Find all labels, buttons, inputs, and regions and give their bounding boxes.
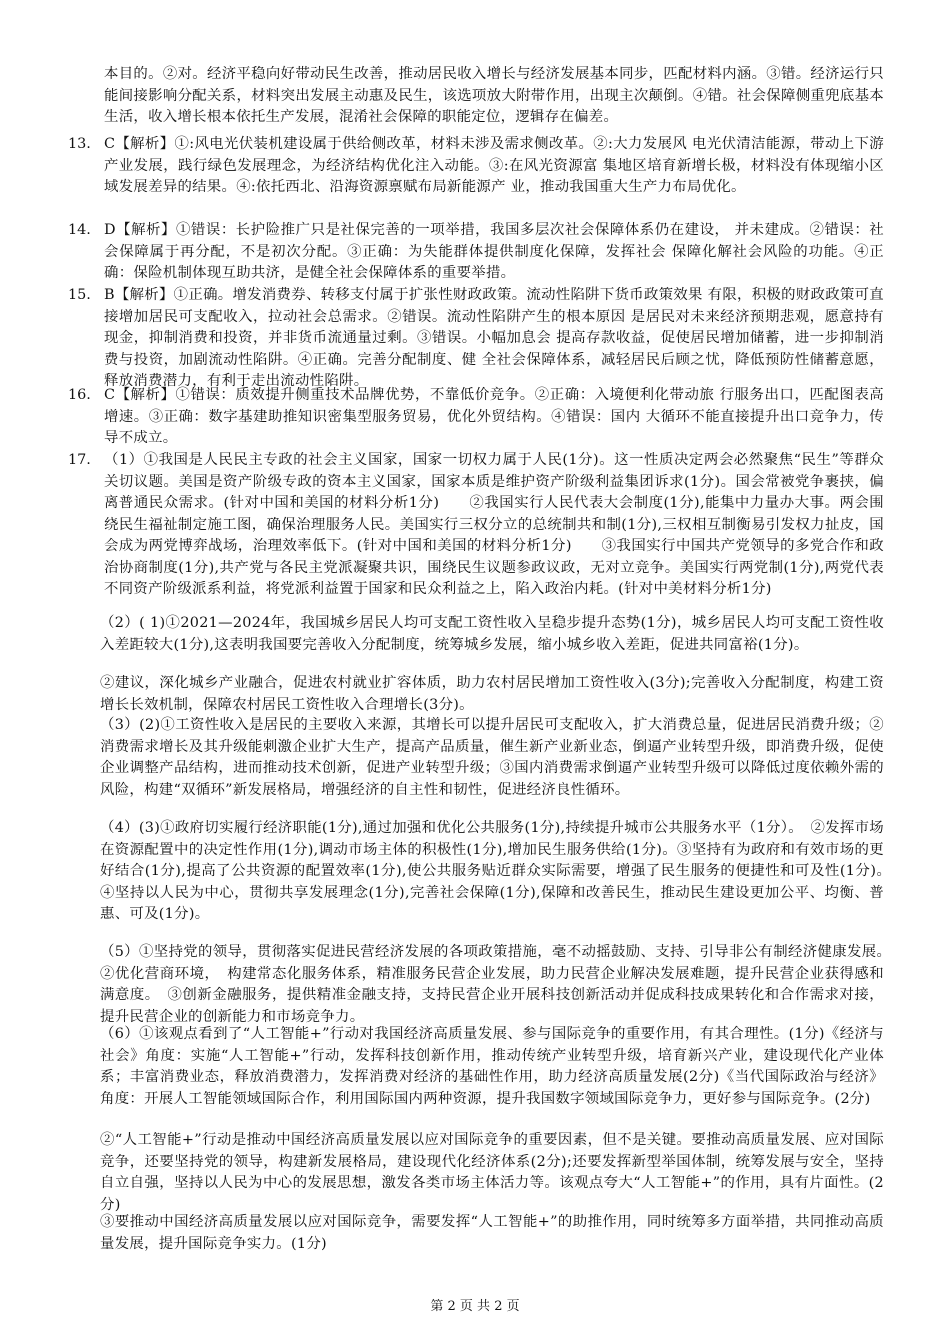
answer-text: C【解析】①错误：质效提升侧重技术品牌优势，不靠低价竞争。②正确：入境便利化带动旅 行服务出口，匹配图表高增速。③正确：数字基建助推知识密集型服务贸易，优化外贸结构。④错误：国内 大循环不能直接提升出口竞争力，传导不成立。 (104, 387, 884, 446)
answer-text: D【解析】①错误：长护险推广只是社保完善的一项举措，我国多层次社会保障体系仍在建设， 并未建成。②错误：社会保障属于再分配，不是初次分配。③正确：为失能群体提供制度化保障，发挥社会 保障化解社会风险的功能。④正确：保险机制体现互助共济，是健全社会保障体系的重要举措。 (104, 222, 884, 281)
answer-17-part6c: ③要推动中国经济高质量发展以应对国际竞争，需要发挥“人工智能+”的助推作用，同时统筹多方面举措，共同推动高质量发展，提升国际竞争实力。(1分) (100, 1214, 884, 1252)
intro-paragraph: 本目的。②对。经济平稳向好带动民生改善，推动居民收入增长与经济发展基本同步，匹配材料内涵。③错。经济运行只能间接影响分配关系，材料突出发展主动惠及民生，该选项放大附带作用，出现主次颠倒。④错。社会保障侧重兜底基本生活，收入增长根本依托生产发展，混淆社会保障的职能定位，逻辑存在偏差。 (104, 66, 884, 125)
answer-17-part4: （4）(3)①政府切实履行经济职能(1分),通过加强和优化公共服务(1分),持续提升城市公共服务水平（1分）。 ②发挥市场在资源配置中的决定性作用(1分),调动市场主体的积极性(1分),增加民生服务供给(1分)。③坚持有为政府和有效市场的更好结合(1分),提高了公共资源的配置效率(1分),使公共服务贴近群众实际需要，增强了民生服务的便捷性和可及性(1分)。 ④坚持以人民为中心，贯彻共享发展理念(1分),完善社会保障(1分),保障和改善民生，推动民生建设更加公平、均衡、普惠、可及(1分)。 (100, 820, 899, 922)
answer-17-part5: （5）①坚持党的领导，贯彻落实促进民营经济发展的各项政策措施，毫不动摇鼓励、支持、引导非公有制经济健康发展。 ②优化营商环境， 构建常态化服务体系，精准服务民营企业发展，助力民营企业解决发展难题，提升民营企业获得感和满意度。 ③创新金融服务，提供精准金融支持，支持民营企业开展科技创新活动并促成科技成果转化和合作需求对接，提升民营企业的创新能力和市场竞争力。 (100, 944, 899, 1025)
answer-16 (68, 385, 884, 450)
answer-text: B【解析】①正确。增发消费券、转移支付属于扩张性财政政策。流动性陷阱下货币政策效果 有限，积极的财政政策可直接增加居民可支配收入，拉动社会总需求。②错误。流动性陷阱产生的根本原因 是居民对未来经济预期悲观，愿意持有现金，抑制消费和投资，并非货币流通量过剩。③错误。小幅加息会 提高存款收益，促使居民增加储蓄，进一步抑制消费与投资，加剧流动性陷阱。④正确。完善分配制度、健 全社会保障体系，减轻居民后顾之忧，降低预防性储蓄意愿，释放消费潜力，有利于走出流动性陷阱。 (104, 287, 884, 389)
question-number: 15. (68, 287, 91, 303)
answer-13 (68, 134, 884, 199)
answer-17-part1 (68, 450, 884, 601)
answer-17-part2a: （2）( 1)①2021—2024年，我国城乡居民人均可支配工资性收入呈稳步提升态势(1分)，城乡居民人均可支配工资性收入差距较大(1分),这表明我国要完善收入分配制度，统筹城乡发展，缩小城乡收入差距，促进共同富裕(1分)。 (100, 615, 884, 653)
answer-text: C【解析】①:风电光伏装机建设属于供给侧改革，材料未涉及需求侧改革。②:大力发展风 电光伏清洁能源，带动上下游产业发展，践行绿色发展理念，为经济结构优化注入动能。③:在风光资源富 集地区培育新增长极，材料没有体现缩小区域发展差异的结果。④:依托西北、沿海资源禀赋布局新能源产 业，推动我国重大生产力布局优化。 (104, 136, 884, 195)
question-number: 17. (68, 452, 91, 468)
answer-17-part3: （3）(2)①工资性收入是居民的主要收入来源，其增长可以提升居民可支配收入，扩大消费总量，促进居民消费升级；②消费需求增长及其升级能刺激企业扩大生产，提高产品质量，催生新产业新业态，倒逼产业转型升级，即消费升级，促使企业调整产品结构，进而推动技术创新，促进产业转型升级；③国内消费需求倒逼产业转型升级可以降低过度依赖外需的风险，构建“双循环”新发展格局，增强经济的自主性和韧性，促进经济良性循环。 (100, 717, 884, 798)
answer-17-part6a: （6）①该观点看到了“人工智能+”行动对我国经济高质量发展、参与国际竞争的重要作用，有其合理性。(1分)《经济与社会》角度：实施“人工智能+”行动，发挥科技创新作用，推动传统产业转型升级，培育新兴产业，建设现代化产业体系；丰富消费业态，释放消费潜力，发挥消费对经济的基础性作用，助力经济高质量发展(2分)《当代国际政治与经济》角度：开展人工智能领域国际合作，利用国际国内两种资源，提升我国数字领域国际竞争力，更好参与国际竞争。(2分) (100, 1026, 884, 1107)
question-number: 16. (68, 387, 91, 403)
answer-17-part2b: ②建议，深化城乡产业融合，促进农村就业扩容体质，助力农村居民增加工资性收入(3分);完善收入分配制度，构建工资增长长效机制，保障农村居民工资性收入合理增长(3分)。 (100, 675, 884, 713)
answer-text: （1）①我国是人民民主专政的社会主义国家，国家一切权力属于人民(1分)。这一性质决定两会必然聚焦“民生”等群众关切议题。美国是资产阶级专政的资本主义国家，国家本质是维护资产阶级利益集团诉求(1分)。国会常被党争裹挟，偏离普通民众需求。(针对中国和美国的材料分析1分) ②我国实行人民代表大会制度(1分),能集中力量办大事。两会围绕民生福祉制定施工图，确保治理服务人民。美国实行三权分立的总统制共和制(1分),三权相互制衡易引发权力扯皮，国会成为两党博弈战场，治理效率低下。(针对中国和美国的材料分析1分) ③我国实行中国共产党领导的多党合作和政治协商制度(1分),共产党与各民主党派凝聚共识，围绕民生议题参政议政，无对立竞争。美国实行两党制(1分),两党代表不同资产阶级派系利益，将党派利益置于国家和民众利益之上，陷入政治内耗。(针对中美材料分析1分) (104, 452, 884, 597)
question-number: 14. (68, 222, 91, 238)
answer-14 (68, 220, 884, 285)
answer-15 (68, 285, 884, 393)
question-number: 13. (68, 136, 91, 152)
answer-17-part6b: ②“人工智能+”行动是推动中国经济高质量发展以应对国际竞争的重要因素，但不是关键。要推动高质量发展、应对国际竞争，还要坚持党的领导，构建新发展格局，建设现代化经济体系(2分);还要发挥新型举国体制，统筹发展与安全，坚持自立自强，坚持以人民为中心的发展思想，激发各类市场主体活力等。该观点夸大“人工智能+”的作用，具有片面性。(2分) (100, 1132, 884, 1213)
page-footer: 第 2 页 共 2 页 (430, 1299, 520, 1314)
